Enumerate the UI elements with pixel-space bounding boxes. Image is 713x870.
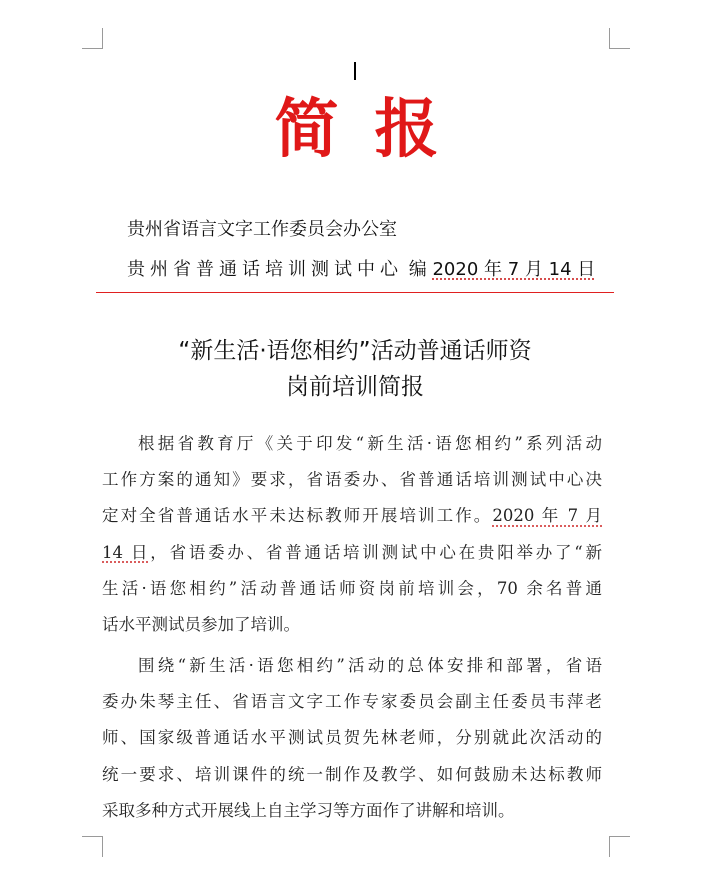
paragraph-2 [102, 648, 608, 829]
editor-suffix: 编 [408, 259, 427, 280]
crop-mark-bottom-left [82, 836, 103, 857]
paragraph-2-line: 采取多种方式开展线上自主学习等方面作了讲解和培训。 [102, 800, 515, 820]
paragraph-1-line: 生活·语您相约”活动普通话师资岗前培训会，70 余名普通 [102, 578, 602, 598]
paragraph-1-line: 根据省教育厅《关于印发“新生活·语您相约”系列活动 [138, 434, 602, 453]
issuing-organization: 贵州省语言文字工作委员会办公室 [127, 219, 397, 240]
crop-mark-bottom-right [609, 836, 630, 857]
crop-mark-top-right [609, 28, 630, 49]
paragraph-2-line: 师、国家级普通话水平测试员贺先林老师，分别就此次活动的 [102, 728, 602, 748]
paragraph-1-date-part: 14 日 [102, 542, 151, 562]
paragraph-1-text: 定对全省普通话水平未达标教师开展培训工作。 [102, 506, 493, 526]
paragraph-1-line: 工作方案的通知》要求，省语委办、省普通话培训测试中心决 [102, 470, 602, 490]
paragraph-2-line: 围绕“新生活·语您相约”活动的总体安排和部署，省语 [138, 656, 602, 675]
article-title-line-2: 岗前培训简报 [286, 374, 424, 400]
paragraph-1 [102, 426, 608, 643]
crop-mark-top-left [82, 28, 103, 49]
paragraph-2-line: 统一要求、培训课件的统一制作及教学、如何鼓励未达标教师 [102, 764, 602, 784]
paragraph-1-text: ，省语委办、省普通话培训测试中心在贵阳举办了“新 [150, 542, 602, 562]
paragraph-1-line [102, 535, 602, 571]
paragraph-1-line [102, 498, 602, 534]
paragraph-1-line: 话水平测试员参加了培训。 [102, 615, 300, 635]
paragraph-2-line: 委办朱琴主任、省语言文字工作专家委员会副主任委员韦萍老 [102, 692, 602, 712]
text-cursor [354, 62, 356, 80]
red-divider [96, 292, 614, 293]
masthead-title: 简报 [274, 93, 475, 167]
editor-line [127, 256, 605, 284]
paragraph-1-date-part: 2020 年 7 月 [492, 506, 602, 526]
editor-organization: 贵州省普通话培训测试中心 [127, 259, 403, 280]
issue-date: 2020 年 7 月 14 日 [432, 259, 596, 280]
article-title-line-1: “新生活·语您相约”活动普通话师资 [178, 338, 532, 364]
